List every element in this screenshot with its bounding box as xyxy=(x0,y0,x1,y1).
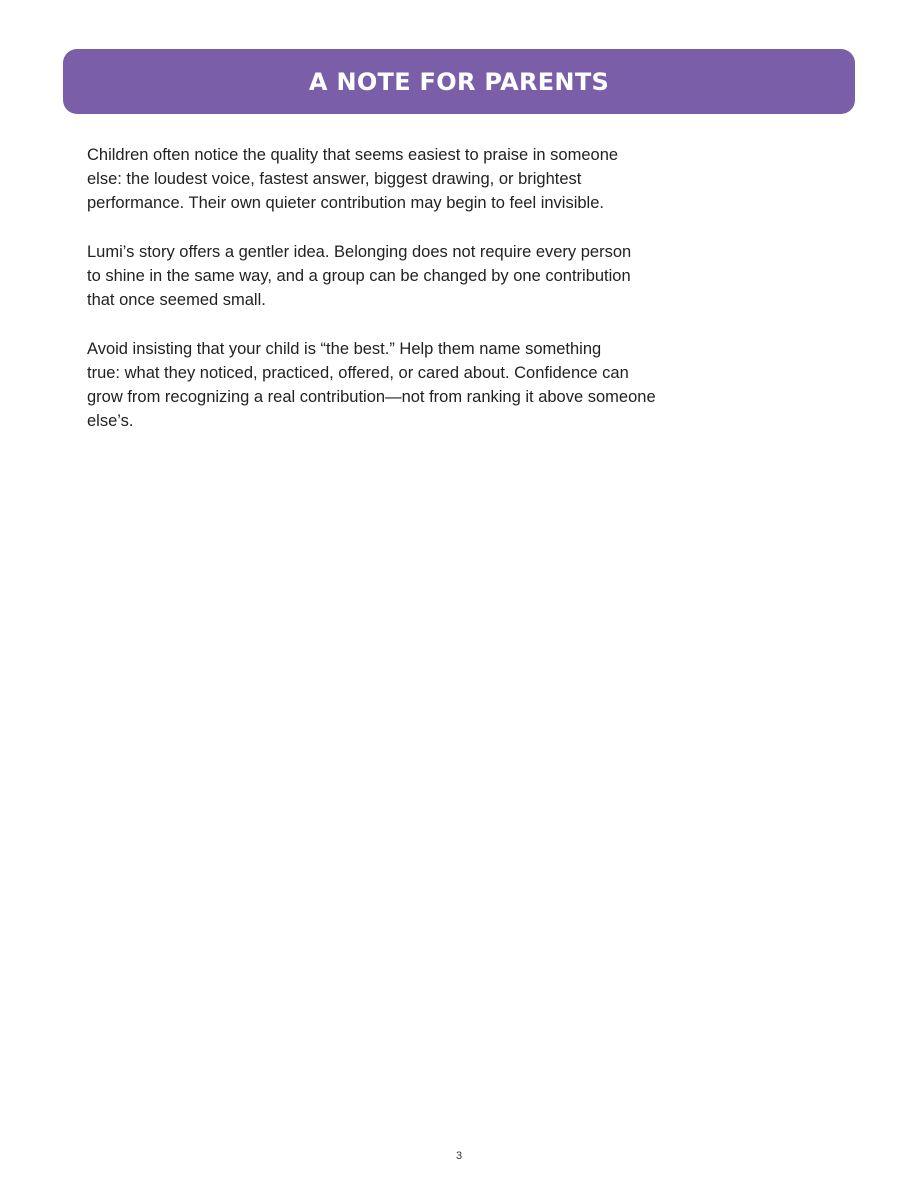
page-number: 3 xyxy=(455,1150,463,1162)
body-text xyxy=(87,143,699,458)
paragraph-line: Lumi’s story offers a gentler idea. Belonging does not require every person xyxy=(87,243,632,261)
header-banner xyxy=(63,49,855,114)
paragraph-line: else: the loudest voice, fastest answer, biggest drawing, or brightest xyxy=(87,170,582,188)
paragraph-advice xyxy=(87,337,699,433)
paragraph-line: Avoid insisting that your child is “the best.” Help them name something xyxy=(87,340,602,358)
paragraph-line: to shine in the same way, and a group can be changed by one contribution xyxy=(87,267,631,285)
paragraph-line: performance. Their own quieter contribution may begin to feel invisible. xyxy=(87,194,604,212)
paragraph-line: true: what they noticed, practiced, offered, or cared about. Confidence can xyxy=(87,364,629,382)
paragraph-line: grow from recognizing a real contribution—not from ranking it above someone xyxy=(87,388,656,406)
paragraph-intro xyxy=(87,143,699,215)
paragraph-line: else’s. xyxy=(87,412,134,430)
page-title: A NOTE FOR PARENTS xyxy=(308,67,610,96)
paragraph-line: that once seemed small. xyxy=(87,291,266,309)
paragraph-line: Children often notice the quality that seems easiest to praise in someone xyxy=(87,146,619,164)
paragraph-lumi-story xyxy=(87,240,699,312)
